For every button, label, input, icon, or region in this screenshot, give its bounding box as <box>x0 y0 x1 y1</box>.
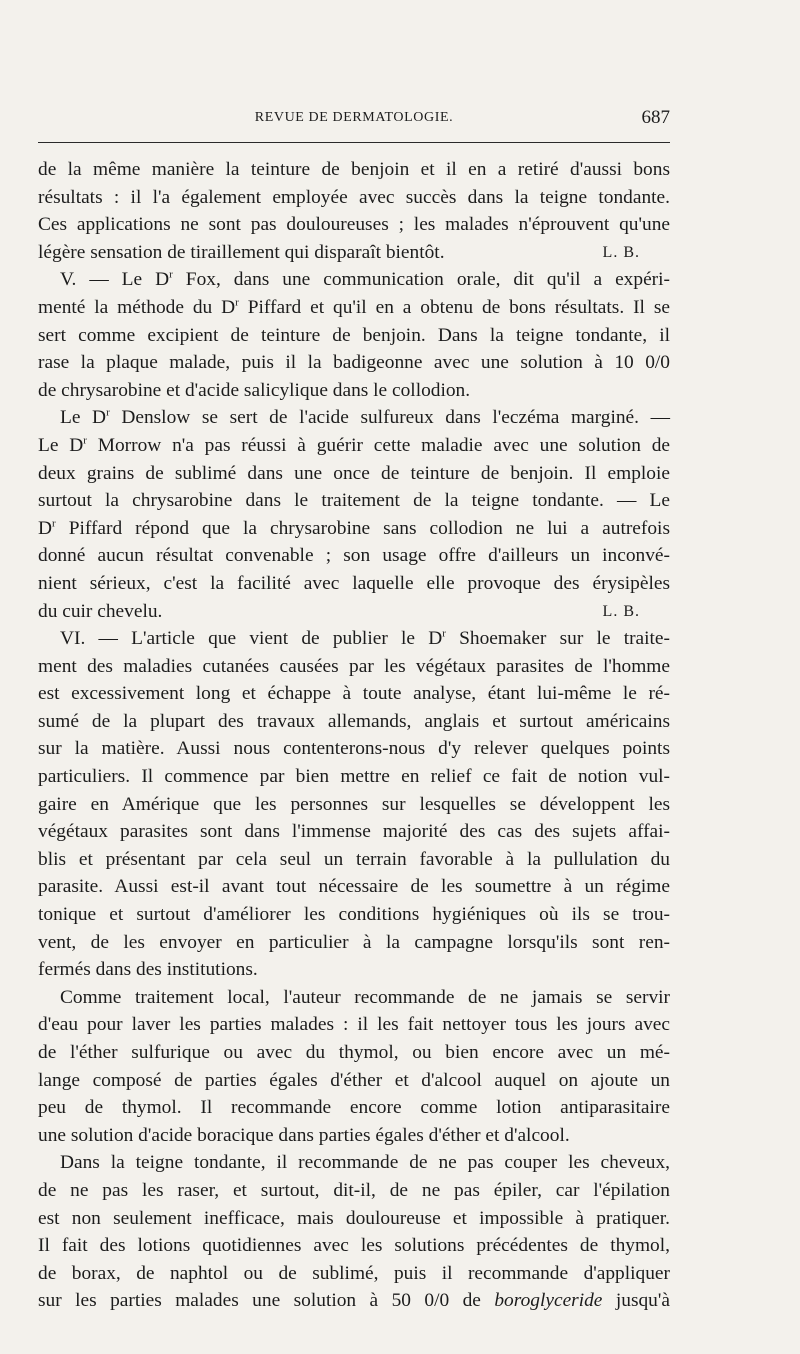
text-line <box>38 266 670 294</box>
text-line <box>38 515 670 543</box>
line-text: VI. — L'article que vient de publier le $D^r$ Shoemaker sur le traite- <box>60 627 670 650</box>
text-line <box>38 322 670 350</box>
text-line <box>38 1205 670 1233</box>
running-title: REVUE DE DERMATOLOGIE. <box>254 110 454 125</box>
line-text: Le $D^r$ Denslow se sert de l'acide sulfureux dans l'eczéma marginé. — <box>60 406 670 429</box>
line-text: blis et présentant par cela seul un terrain favorable à la pullulation du <box>38 848 670 870</box>
text-line <box>38 377 670 405</box>
line-text: sur la matière. Aussi nous contenterons-nous d'y relever quelques points <box>38 738 670 760</box>
line-text: de ne pas les raser, et surtout, dit-il, de ne pas épiler, car l'épilation <box>38 1179 670 1201</box>
line-text: parasite. Aussi est-il avant tout nécessaire de les soumettre à un régime <box>38 876 670 898</box>
line-text: d'eau pour laver les parties malades : il les fait nettoyer tous les jours avec <box>38 1014 670 1036</box>
text-line <box>38 156 670 184</box>
line-text: peu de thymol. Il recommande encore comme lotion antiparasitaire <box>38 1097 670 1119</box>
line-text: Le $D^r$ Morrow n'a pas réussi à guérir cette maladie avec une solution de <box>38 434 670 456</box>
text-line <box>38 1287 670 1315</box>
text-line <box>38 487 670 515</box>
line-text: Il fait des lotions quotidiennes avec les solutions précédentes de thymol, <box>38 1235 670 1257</box>
text-line <box>38 763 670 791</box>
text-line <box>38 984 670 1012</box>
author-initials: L. B. <box>602 243 640 261</box>
line-text: ment des maladies cutanées causées par les végétaux parasites de l'homme <box>38 655 670 677</box>
line-text: sumé de la plupart des travaux allemands, anglais et surtout américains <box>38 710 670 732</box>
text-line <box>38 929 670 957</box>
italic-term: boroglyceride <box>494 1290 603 1312</box>
line-text: rase la plaque malade, puis il la badigeonne avec une solution à 10 0/0 <box>38 352 670 374</box>
line-text: nient sérieux, c'est la facilité avec laquelle elle provoque des érysipèles <box>38 572 670 594</box>
line-text: légère sensation de tiraillement qui disparaît bientôt. <box>38 241 445 263</box>
line-text: Ces applications ne sont pas douloureuses ; les malades n'éprouvent qu'une <box>38 214 670 236</box>
line-tail: jusqu'à <box>615 1290 670 1312</box>
line-text: est non seulement inefficace, mais douloureuse et impossible à pratiquer. <box>38 1207 670 1229</box>
text-line <box>38 625 670 653</box>
text-line <box>38 239 670 267</box>
line-text: fermés dans des institutions. <box>38 959 258 981</box>
text-line <box>38 184 670 212</box>
text-line <box>38 680 670 708</box>
line-text: gaire en Amérique que les personnes sur lesquelles se développent les <box>38 793 670 815</box>
line-text: sur les parties malades une solution à 50 0/0 de <box>38 1290 481 1312</box>
line-text: vent, de les envoyer en particulier à la campagne lorsqu'ils sont ren- <box>38 931 670 953</box>
line-text: résultats : il l'a également employée avec succès dans la teigne tondante. <box>38 186 670 208</box>
text-line <box>38 653 670 681</box>
text-line <box>38 432 670 460</box>
body-text <box>38 156 670 1315</box>
text-line <box>38 1039 670 1067</box>
line-text: de chrysarobine et d'acide salicylique dans le collodion. <box>38 379 471 401</box>
line-text: $D^r$ Piffard répond que la chrysarobine sans collodion ne lui a autrefois <box>38 517 670 539</box>
line-text: sert comme excipient de teinture de benjoin. Dans la teigne tondante, il <box>38 324 670 346</box>
line-text: est excessivement long et échappe à toute analyse, étant lui-même le ré- <box>38 683 670 705</box>
line-text: surtout la chrysarobine dans le traitement de la teigne tondante. — Le <box>38 490 670 512</box>
text-line <box>38 460 670 488</box>
text-line <box>38 791 670 819</box>
text-line <box>38 1177 670 1205</box>
text-line <box>38 735 670 763</box>
text-line <box>38 708 670 736</box>
line-text: lange composé de parties égales d'éther et d'alcool auquel on ajoute un <box>38 1069 670 1091</box>
line-text: une solution d'acide boracique dans parties égales d'éther et d'alcool. <box>38 1124 570 1146</box>
line-text: tonique et surtout d'améliorer les conditions hygiéniques où ils se trou- <box>38 904 670 926</box>
text-line <box>38 349 670 377</box>
header-rule <box>38 142 670 143</box>
line-text: de l'éther sulfurique ou avec du thymol, ou bien encore avec un mé- <box>38 1042 670 1063</box>
page-header <box>38 106 670 134</box>
text-line <box>38 294 670 322</box>
line-text: Dans la teigne tondante, il recommande de ne pas couper les cheveux, <box>60 1152 670 1174</box>
text-line <box>38 846 670 874</box>
text-line <box>38 1011 670 1039</box>
line-text: donné aucun résultat convenable ; son usage offre d'ailleurs un inconvé- <box>38 545 670 567</box>
text-line <box>38 1149 670 1177</box>
line-text: V. — Le $D^r$ Fox, dans une communication orale, dit qu'il a expéri- <box>60 268 670 291</box>
text-line <box>38 1094 670 1122</box>
line-text: deux grains de sublimé dans une once de teinture de benjoin. Il emploie <box>38 462 670 484</box>
line-text: végétaux parasites sont dans l'immense majorité des cas des sujets affai- <box>38 821 670 843</box>
text-line <box>38 901 670 929</box>
line-text: menté la méthode du $D^r$ Piffard et qu'il en a obtenu de bons résultats. Il se <box>38 296 670 318</box>
line-text: Comme traitement local, l'auteur recommande de ne jamais se servir <box>60 986 670 1008</box>
author-initials: L. B. <box>602 602 640 620</box>
text-line <box>38 598 670 626</box>
line-text: particuliers. Il commence par bien mettre en relief ce fait de notion vul- <box>38 766 670 788</box>
line-text: du cuir chevelu. <box>38 600 163 622</box>
text-line <box>38 1122 670 1150</box>
line-text: de borax, de naphtol ou de sublimé, puis il recommande d'appliquer <box>38 1262 670 1284</box>
text-line <box>38 404 670 432</box>
text-line <box>38 1067 670 1095</box>
text-line <box>38 873 670 901</box>
text-line <box>38 818 670 846</box>
text-line <box>38 1232 670 1260</box>
page-number: 687 <box>641 107 670 128</box>
text-line <box>38 956 670 984</box>
text-line <box>38 542 670 570</box>
text-line <box>38 570 670 598</box>
line-text: de la même manière la teinture de benjoin et il en a retiré d'aussi bons <box>38 159 670 180</box>
text-line <box>38 211 670 239</box>
text-line <box>38 1260 670 1288</box>
